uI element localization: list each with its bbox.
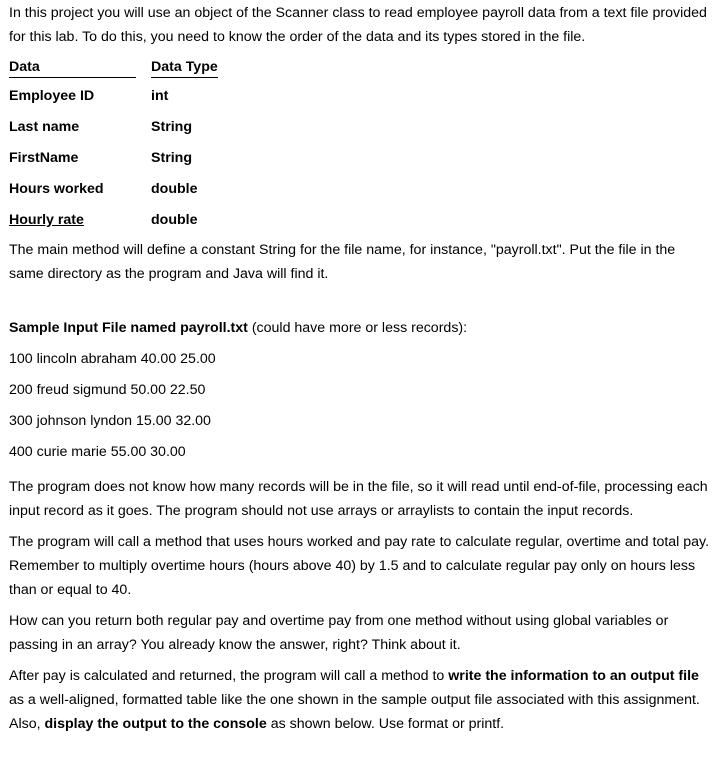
intro-paragraph: In this project you will use an object of the Scanner class to read employee payroll data from a text file provided for this lab. To do this, you need to know the order of the data and its types stored in the file. [9, 5, 707, 45]
output-bold-1: write the information to an output file [448, 668, 699, 684]
data-type-table [9, 55, 711, 239]
table-type: int [151, 88, 169, 104]
table-field: Last name [9, 119, 80, 135]
output-text-2: as a well-aligned, formatted table like the one shown in the sample output file associated with this assignment. Also, [9, 692, 700, 732]
sample-record: 200 freud sigmund 50.00 22.50 [9, 382, 206, 398]
table-field: Hourly rate [9, 212, 84, 228]
table-field: Hours worked [9, 181, 104, 197]
table-type: double [151, 181, 198, 197]
sample-title [9, 316, 711, 340]
table-type: double [151, 212, 198, 228]
sample-records [9, 347, 711, 471]
table-type: String [151, 119, 192, 135]
table-header-data-cell [9, 55, 151, 79]
output-text-3: as shown below. Use format or printf. [266, 716, 505, 732]
main-method-paragraph: The main method will define a constant String for the file name, for instance, "payroll.txt". Put the file in the same directory as the program and Java will find it. [9, 242, 676, 282]
table-row [9, 146, 711, 177]
sample-record: 100 lincoln abraham 40.00 25.00 [9, 351, 216, 367]
table-header-data: Data [9, 57, 136, 78]
table-type: String [151, 150, 192, 166]
table-row [9, 115, 711, 146]
sample-title-rest: (could have more or less records): [247, 320, 468, 336]
eof-paragraph: The program does not know how many records will be in the file, so it will read until end-of-file, processing each input record as it goes. The program should not use arrays or arraylists to contain the input records. [9, 479, 708, 519]
table-header-type-cell [151, 55, 218, 79]
table-header-row [9, 55, 711, 84]
pay-paragraph: The program will call a method that uses hours worked and pay rate to calculate regular, overtime and total pay. Remember to multiply overtime hours (hours above 40) by 1.5 and to calculate regular pay only on hours less than or equal to 40. [9, 534, 710, 598]
output-paragraph [9, 664, 711, 736]
output-text-1: After pay is calculated and returned, the program will call a method to [9, 668, 449, 684]
spacer [9, 286, 711, 316]
table-row [9, 177, 711, 208]
sample-record: 400 curie marie 55.00 30.00 [9, 444, 186, 460]
sample-record: 300 johnson lyndon 15.00 32.00 [9, 413, 211, 429]
table-field: FirstName [9, 150, 79, 166]
table-field: Employee ID [9, 88, 95, 104]
sample-title-bold: Sample Input File named payroll.txt [9, 320, 248, 336]
output-bold-2: display the output to the console [44, 716, 267, 732]
return-paragraph: How can you return both regular pay and overtime pay from one method without using global variables or passing in an array? You already know the answer, right? Think about it. [9, 613, 669, 653]
table-row [9, 84, 711, 115]
table-row [9, 208, 711, 239]
table-header-type: Data Type [151, 57, 218, 78]
